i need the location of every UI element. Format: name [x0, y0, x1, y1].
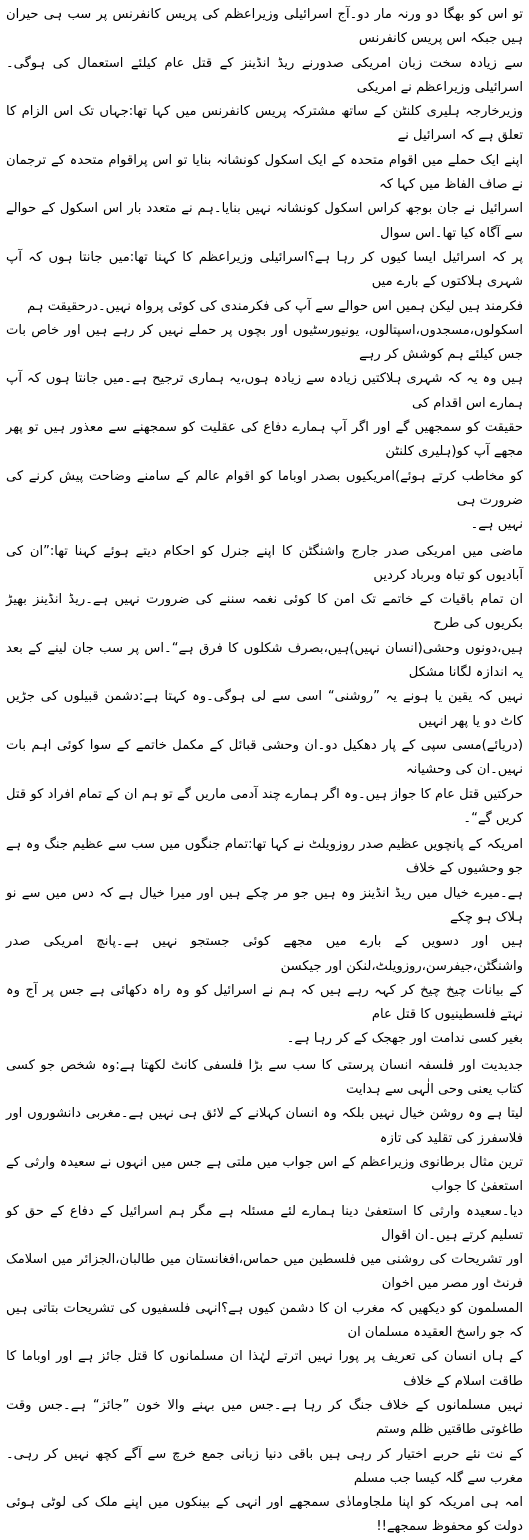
paragraph-4: جدیدیت اور فلسفہ انسان پرستی کا سب سے بڑا فلسفی کانٹ لکھتا ہے:وہ شخص جو کسی کتاب یعنی وحی الٰہی سے ہدایت لیتا ہے وہ روشن خیال نہیں بلکہ وہ انسان کہلانے کے لائق ہی نہیں ہے۔مغربی دانشوروں اور فلاسفرز کی تقلید کی تازہ ترین مثال برطانوی وزیراعظم کے اس جواب میں ملتی ہے جس میں انہوں نے سعیدہ وارثی کے استعفیٰ کا جواب دیا۔سعیدہ وارثی کا استعفیٰ دینا ہمارے لئے مسئلہ ہے مگر ہم اسرائیل کے دفاع کے حق کو تسلیم کرتے ہیں۔ان اقوال اور تشریحات کی روشنی میں فلسطین میں حماس،افغانستان میں طالبان،الجزائر میں اسلامک فرنٹ اور مصر میں اخوان المسلمون کو دیکھیں کہ مغرب ان کا دشمن کیوں ہے؟انہی فلسفیوں کی تشریحات بتاتی ہیں کہ جو راسخ العقیدہ مسلمان ان کے ہاں انسان کی تعریف پر پورا نہیں اترتے لہٰذا ان مسلمانوں کا قتل جائز ہے اور اوباما کا طاقت اسلام کے خلاف نہیں مسلمانوں کے خلاف جنگ کر رہا ہے۔جس میں بہنے والا خون ”جائز“ ہے۔جس وقت طاغوتی طاقتیں ظلم وستم کے نت نئے حربے اختیار کر رہی ہیں باقی دنیا زبانی جمع خرچ سے آگے کچھ نہیں کر رہی۔مغرب سے گلہ کیسا جب مسلم امہ ہی امریکہ کو اپنا ملجاومادٰی سمجھے اور انہی کے بینکوں میں اپنے ملک کی لوٹی ہوئی دولت کو محفوظ سمجھے!! [6, 1057, 523, 1535]
paragraph-2: ماضی میں امریکی صدر جارج واشنگٹن کا اپنے جنرل کو احکام دیتے ہوئے کہنا تھا:”ان کی آبادیوں کو تباہ وبرباد کردیں ان تمام باقیات کے خاتمے تک امن کا کوئی نغمہ سننے کی ضرورت نہیں ہے۔ریڈ انڈینز بھیڑ بکریوں کی طرح ہیں،دونوں وحشی(انسان نہیں)ہیں،بصرف شکلوں کا فرق ہے“۔اس پر سب جان لینے کے بعد یہ اندازہ لگانا مشکل نہیں کہ یقین یا ہونے یہ ”روشنی“ اسی سے لی ہوگی۔وہ کہتا ہے:دشمن قبیلوں کی جڑیں کاٹ دو یا پھر انہیں (دریائے)مسی سپی کے پار دھکیل دو۔ان وحشی قبائل کے مکمل خاتمے کے سوا کوئی اہم بات نہیں۔ان کی وحشیانہ حرکتیں قتل عام کا جواز ہیں۔وہ اگر ہمارے چند آدمی ماریں گے تو ہم ان کے تمام افراد کو قتل کریں گے“۔ [6, 543, 523, 826]
paragraph-1: تو اس کو بھگا دو ورنہ مار دو۔آج اسرائیلی وزیراعظم کی پریس کانفرنس پر سب ہی حیران ہیں جبکہ اس پریس کانفرنس سے زیادہ سخت زبان امریکی صدورنے ریڈ انڈینز کے قتل عام کیلئے استعمال کی ہوگی۔اسرائیلی وزیراعظم نے امریکی وزیرخارجہ ہلیری کلنٹن کے ساتھ مشترکہ پریس کانفرنس میں کہا تھا:جہاں تک اس الزام کا تعلق ہے کہ اسرائیل نے اپنے ایک حملے میں اقوام متحدہ کے ایک اسکول کونشانہ بنایا تو اس پراقوام متحدہ کے ترجمان نے صاف الفاظ میں کہا کہ اسرائیل نے جان بوجھ کراس اسکول کونشانہ نہیں بنایا۔ہم نے متعدد بار اس اسکول کے حوالے سے آگاہ کیا تھا۔اس سوال پر کہ اسرائیل ایسا کیوں کر رہا ہے؟اسرائیلی وزیراعظم کا کہنا تھا:میں جانتا ہوں کہ آپ شہری ہلاکتوں کے بارے میں فکرمند ہیں لیکن ہمیں اس حوالے سے آپ کی فکرمندی کی کوئی پرواہ نہیں۔درحقیقت ہم اسکولوں،مسجدوں،اسپتالوں، یونیورسٹیوں اور بچوں پر حملے نہیں کر رہے ہیں اور خاص بات جس کیلئے ہم کوشش کر رہے ہیں وہ یہ کہ شہری ہلاکتیں زیادہ سے زیادہ ہوں،یہ ہماری ترجیح ہے۔میں جانتا ہوں کہ آپ ہمارے اس اقدام کی حقیقت کو سمجھیں گے اور اگر آپ ہمارے دفاع کی عقلیت کو سمجھنے سے معذور ہیں تو پھر مجھے آپ کو(ہلیری کلنٹن کو مخاطب کرتے ہوئے)امریکیوں بصدر اوباما کو اقوام عالم کے سامنے وضاحت پیش کرنے کی ضرورت ہی نہیں ہے۔ [6, 7, 523, 533]
paragraph-3: امریکہ کے پانچویں عظیم صدر روزویلٹ نے کہا تھا:تمام جنگوں میں سب سے عظیم جنگ وہ ہے جو وحشیوں کے خلاف ہے۔میرے خیال میں ریڈ انڈینز وہ ہیں جو مر چکے ہیں اور میرا خیال ہے کہ دس میں سے نو ہلاک ہو چکے ہیں اور دسویں کے بارے میں مجھے کوئی جستجو نہیں ہے۔پانچ امریکی صدر واشنگٹن،جیفرسن،روزویلٹ،لنکن اور جیکسن کے بیانات چیخ چیخ کر کہہ رہے ہیں کہ ہم نے اسرائیل کو وہ راہ دکھائی ہے جس پر آج وہ نہتے فلسطینیوں کا قتل عام بغیر کسی ندامت اور جھجک کے کر رہا ہے۔ [6, 837, 523, 1047]
